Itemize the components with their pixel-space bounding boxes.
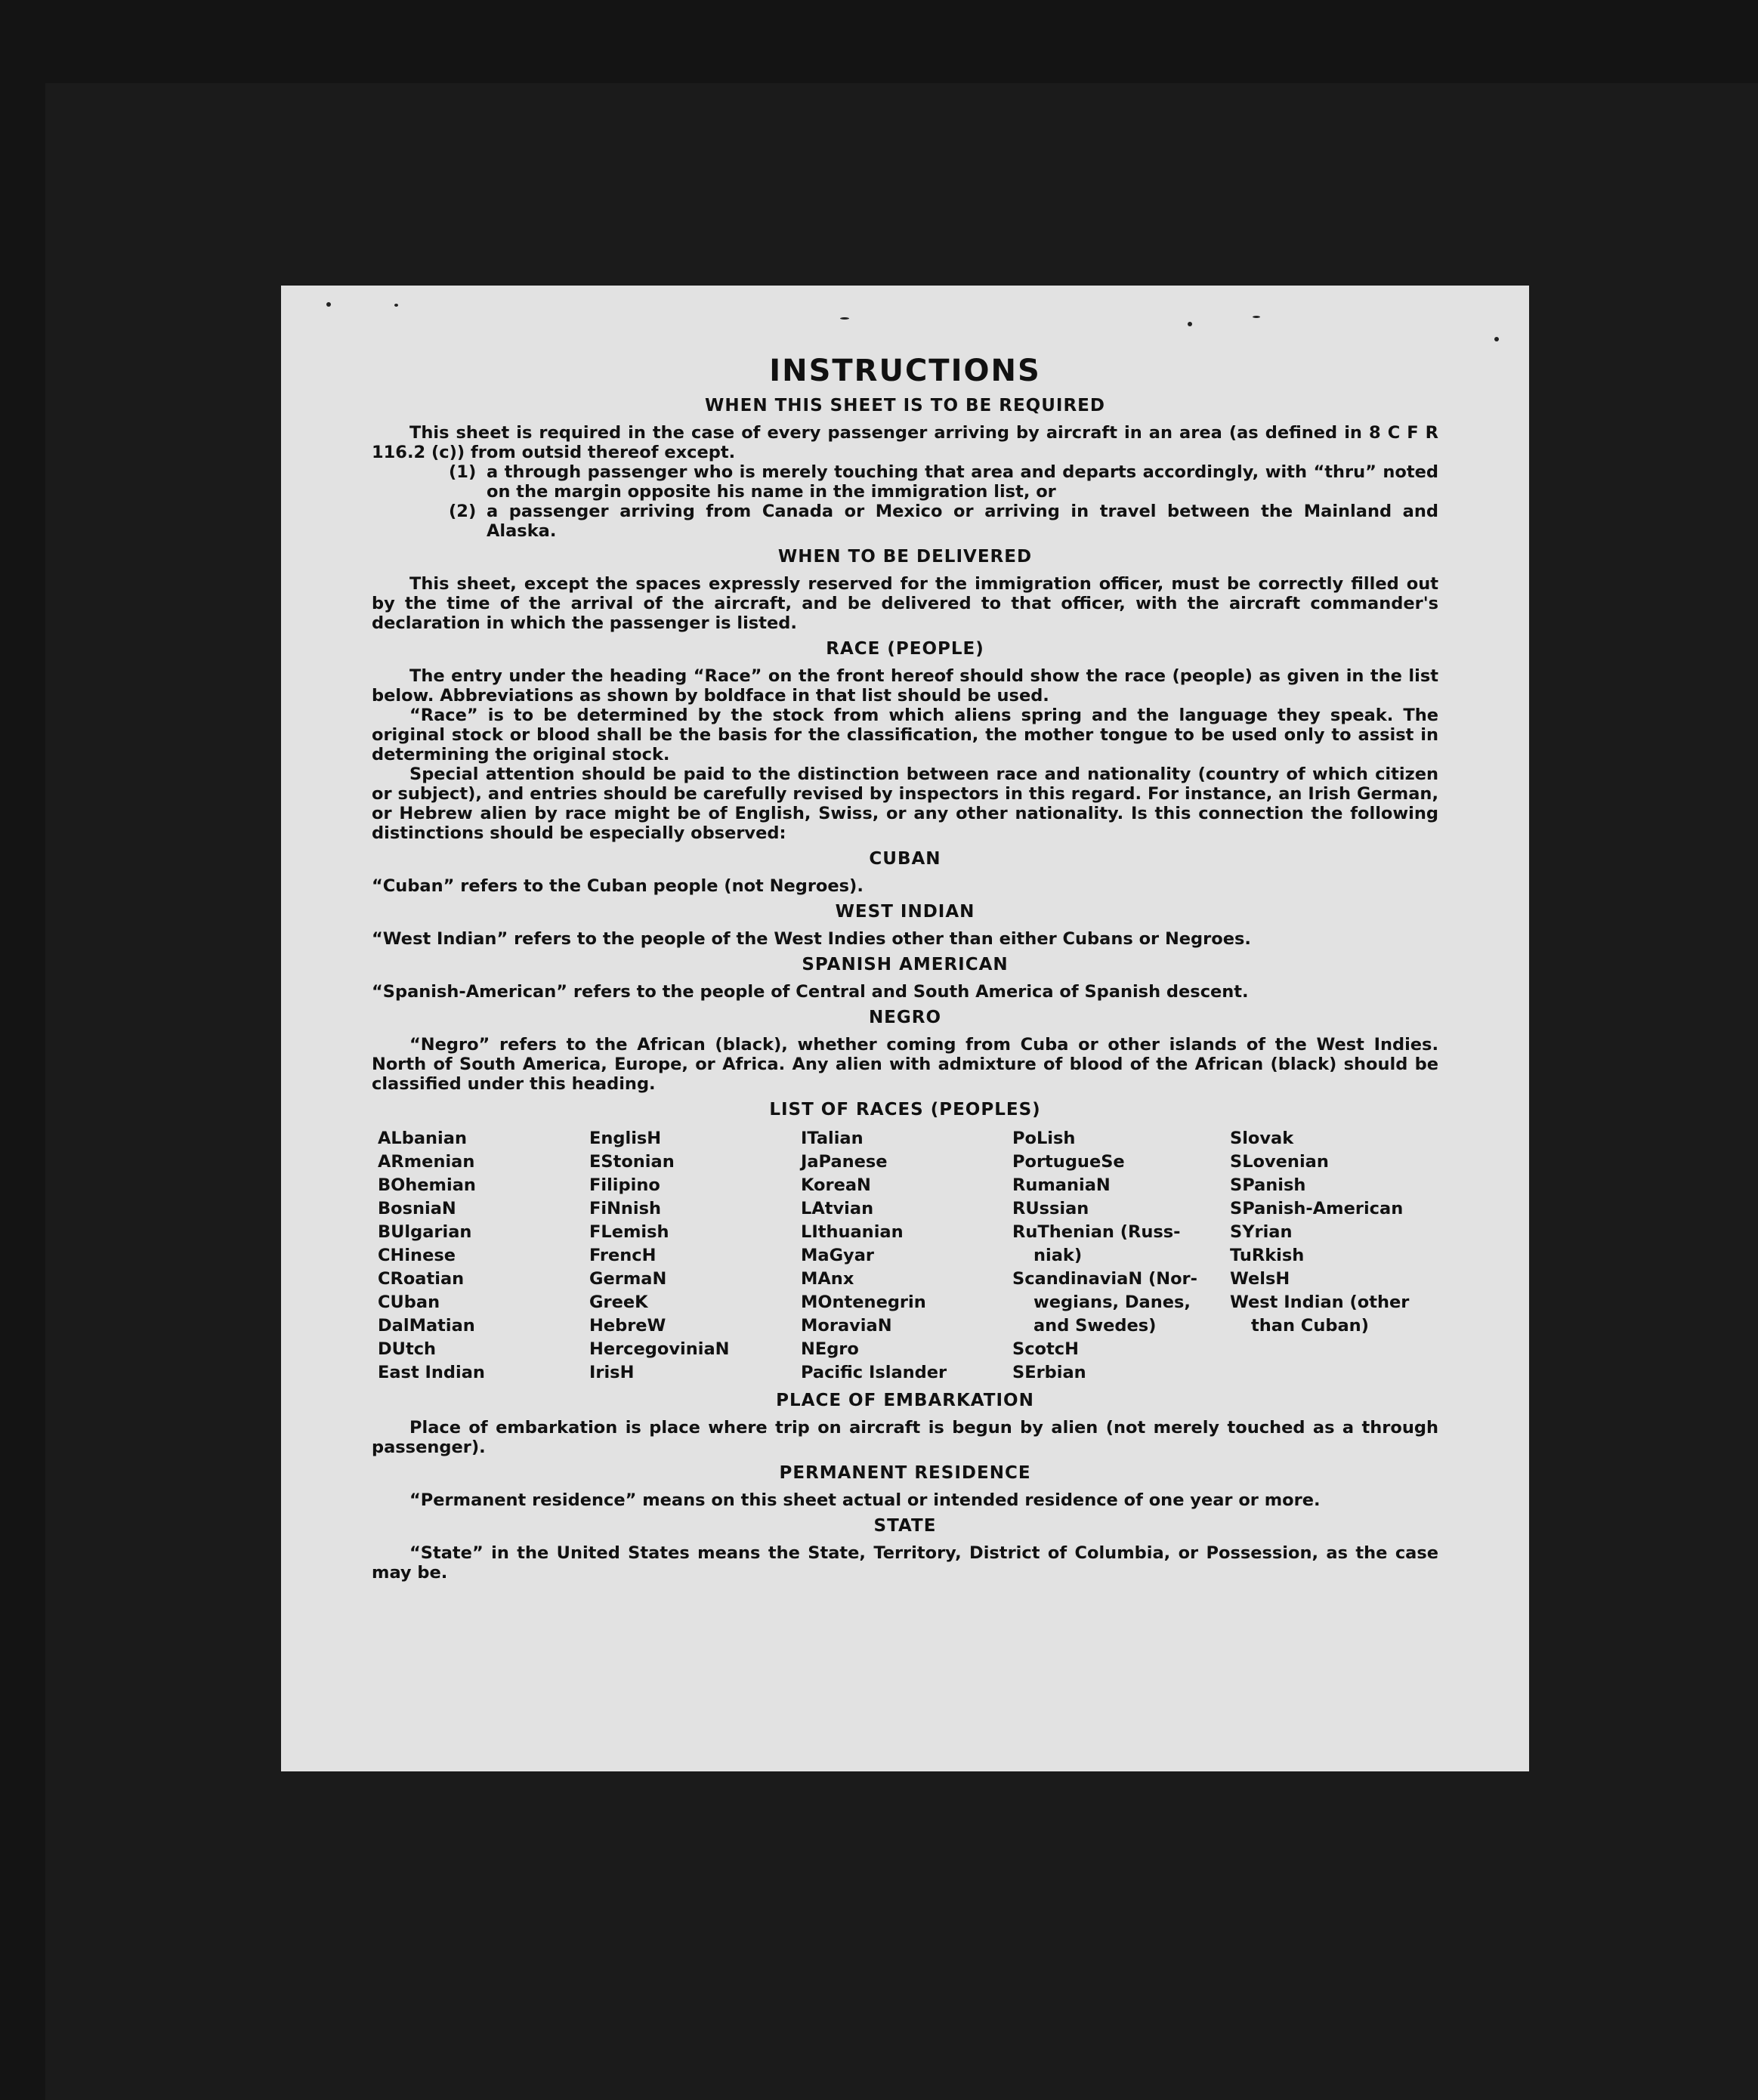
- race-entry: ScandinaviaN (Nor-: [1012, 1269, 1197, 1289]
- race-paragraph: Special attention should be paid to the distinction between race and nationality (country of which citizen or subject), and entries should be carefully revised by inspectors in this regard. For instance, an Irish German, or Hebrew alien by race might be of English, Swiss, or any other nationality. Is this connection the following distinctions should be especially observed:: [372, 764, 1438, 843]
- race-entry: LIthuanian: [801, 1222, 904, 1242]
- race-entry: PoLish: [1012, 1129, 1076, 1148]
- races-list: [378, 1127, 1438, 1385]
- heading-when-delivered: WHEN TO BE DELIVERED: [777, 547, 1033, 567]
- dust-speck: [326, 302, 331, 307]
- race-entry: ALbanian: [378, 1129, 467, 1148]
- heading-cuban: CUBAN: [869, 849, 941, 869]
- race-entry: LAtvian: [801, 1199, 874, 1218]
- exception-item: [449, 462, 1438, 502]
- heading-west-indian: WEST INDIAN: [835, 902, 975, 922]
- race-entry: Pacific Islander: [801, 1363, 947, 1382]
- race-entry: EnglisH: [589, 1129, 662, 1148]
- races-column: [1012, 1127, 1230, 1385]
- race-entry: ScotcH: [1012, 1339, 1079, 1359]
- document-title: INSTRUCTIONS: [769, 354, 1041, 388]
- exception-number: (2): [449, 502, 477, 521]
- heading-embarkation: PLACE OF EMBARKATION: [776, 1391, 1034, 1410]
- race-entry: niak): [1033, 1246, 1083, 1265]
- heading-when-required: WHEN THIS SHEET IS TO BE REQUIRED: [705, 396, 1105, 415]
- race-entry: RUssian: [1012, 1199, 1089, 1218]
- dust-speck: [1253, 316, 1260, 318]
- race-paragraph: “Race” is to be determined by the stock from which aliens spring and the language they speak. The original stock or blood shall be the basis for the classification, the mother tongue to be used only to assist in determining the original stock.: [372, 706, 1438, 764]
- instruction-sheet: [281, 286, 1529, 1771]
- west-indian-text: “West Indian” refers to the people of the West Indies other than either Cubans or Negroes.: [372, 929, 1251, 949]
- exception-text: a passenger arriving from Canada or Mexico or arriving in travel between the Mainland and Alaska.: [487, 502, 1438, 541]
- race-entry: SLovenian: [1230, 1152, 1329, 1172]
- races-column: [1230, 1127, 1434, 1385]
- race-entry: DalMatian: [378, 1316, 475, 1336]
- race-entry: PortugueSe: [1012, 1152, 1125, 1172]
- race-entry: FLemish: [589, 1222, 669, 1242]
- race-entry: East Indian: [378, 1363, 485, 1382]
- race-entry: CHinese: [378, 1246, 456, 1265]
- race-entry: and Swedes): [1033, 1316, 1157, 1336]
- race-entry: BosniaN: [378, 1199, 456, 1218]
- exception-text: a through passenger who is merely touching that area and departs accordingly, with “thru” noted on the margin opposite his name in the immigration list, or: [487, 462, 1438, 502]
- heading-permanent-residence: PERMANENT RESIDENCE: [779, 1463, 1031, 1483]
- races-column: [589, 1127, 801, 1385]
- race-entry: KoreaN: [801, 1175, 871, 1195]
- embarkation-text: Place of embarkation is place where trip on aircraft is begun by alien (not merely touched as a through passenger).: [372, 1418, 1438, 1457]
- dust-speck: [1494, 337, 1499, 341]
- races-column: [801, 1127, 1012, 1385]
- race-entry: NEgro: [801, 1339, 859, 1359]
- exception-item: [449, 502, 1438, 541]
- race-paragraph: The entry under the heading “Race” on the front hereof should show the race (people) as given in the list below. Abbreviations as shown by boldface in that list should be used.: [372, 666, 1438, 706]
- when-required-intro: This sheet is required in the case of every passenger arriving by aircraft in an area (as defined in 8 C F R 116.2 (c)) from outsid thereof except.: [372, 423, 1438, 462]
- race-entry: Filipino: [589, 1175, 660, 1195]
- race-entry: CUban: [378, 1292, 440, 1312]
- race-entry: TuRkish: [1230, 1246, 1305, 1265]
- race-entry: BOhemian: [378, 1175, 476, 1195]
- race-entry: ARmenian: [378, 1152, 475, 1172]
- race-entry: than Cuban): [1251, 1316, 1369, 1336]
- race-entry: HercegoviniaN: [589, 1339, 730, 1359]
- race-entry: SYrian: [1230, 1222, 1293, 1242]
- race-entry: FiNnish: [589, 1199, 662, 1218]
- race-entry: JaPanese: [801, 1152, 888, 1172]
- race-entry: HebreW: [589, 1316, 666, 1336]
- race-entry: West Indian (other: [1230, 1292, 1410, 1312]
- race-entry: wegians, Danes,: [1033, 1292, 1191, 1312]
- spanish-american-text: “Spanish-American” refers to the people of Central and South America of Spanish descent.: [372, 982, 1249, 1002]
- heading-spanish-american: SPANISH AMERICAN: [802, 955, 1009, 974]
- race-entry: ITalian: [801, 1129, 864, 1148]
- race-entry: WelsH: [1230, 1269, 1290, 1289]
- race-entry: RumaniaN: [1012, 1175, 1111, 1195]
- race-entry: GreeK: [589, 1292, 648, 1312]
- races-column: [378, 1127, 589, 1385]
- heading-negro: NEGRO: [868, 1008, 942, 1027]
- race-entry: SPanish-American: [1230, 1199, 1404, 1218]
- dust-speck: [1188, 322, 1192, 326]
- dust-speck: [394, 304, 398, 307]
- state-text: “State” in the United States means the State, Territory, District of Columbia, or Possession, as the case may be.: [372, 1543, 1438, 1583]
- race-entry: MoraviaN: [801, 1316, 892, 1336]
- race-entry: RuThenian (Russ-: [1012, 1222, 1181, 1242]
- race-entry: FrencH: [589, 1246, 657, 1265]
- race-entry: CRoatian: [378, 1269, 465, 1289]
- residence-text: “Permanent residence” means on this sheet actual or intended residence of one year or more.: [409, 1490, 1321, 1510]
- race-entry: MAnx: [801, 1269, 854, 1289]
- when-delivered-text: This sheet, except the spaces expressly reserved for the immigration officer, must be correctly filled out by the time of the arrival of the aircraft, and be delivered to that officer, with the aircraft commander's declaration in which the passenger is listed.: [372, 574, 1438, 633]
- exception-number: (1): [449, 462, 477, 482]
- dust-speck: [840, 317, 849, 320]
- race-entry: MaGyar: [801, 1246, 874, 1265]
- race-entry: Slovak: [1230, 1129, 1294, 1148]
- race-entry: IrisH: [589, 1363, 635, 1382]
- heading-list-of-races: LIST OF RACES (PEOPLES): [769, 1100, 1041, 1119]
- race-entry: MOntenegrin: [801, 1292, 926, 1312]
- cuban-text: “Cuban” refers to the Cuban people (not Negroes).: [372, 876, 864, 896]
- heading-race: RACE (PEOPLE): [826, 639, 984, 659]
- race-entry: SErbian: [1012, 1363, 1086, 1382]
- race-entry: BUlgarian: [378, 1222, 472, 1242]
- race-entry: EStonian: [589, 1152, 675, 1172]
- race-entry: SPanish: [1230, 1175, 1306, 1195]
- heading-state: STATE: [873, 1516, 937, 1536]
- race-entry: GermaN: [589, 1269, 667, 1289]
- negro-text: “Negro” refers to the African (black), whether coming from Cuba or other islands of the West Indies. North of South America, Europe, or Africa. Any alien with admixture of blood of the African (black) should be classified under this heading.: [372, 1035, 1438, 1094]
- race-entry: DUtch: [378, 1339, 437, 1359]
